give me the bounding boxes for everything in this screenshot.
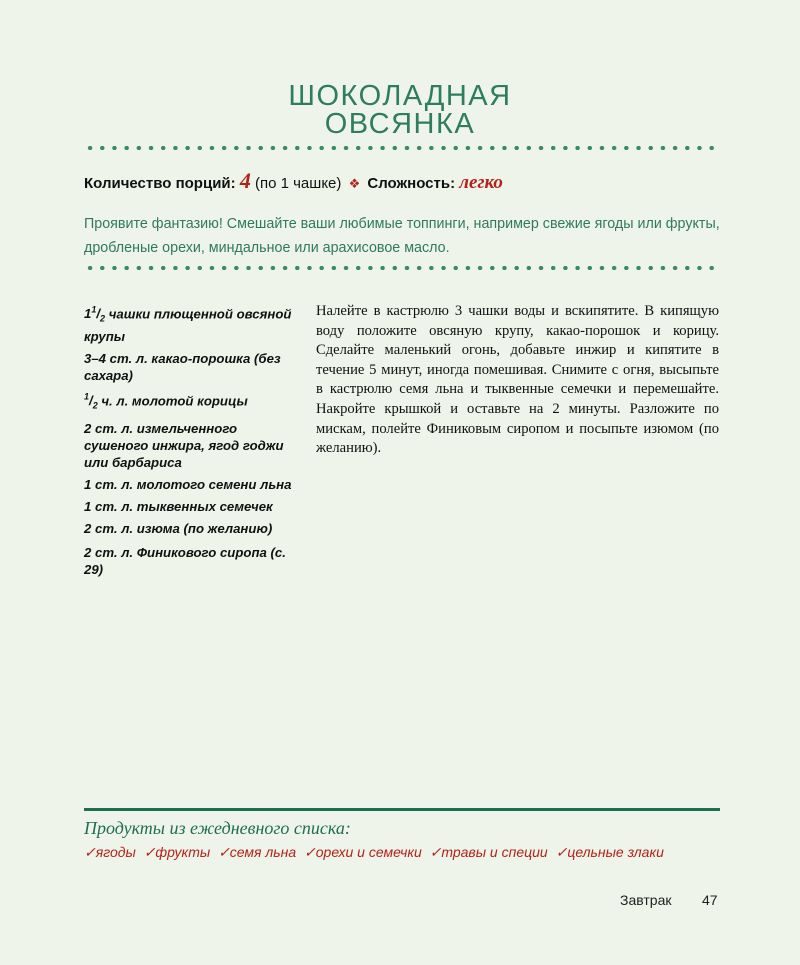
daily-list-item: ✓семя льна — [218, 844, 297, 860]
ingredient-item: 2 ст. л. Финикового сиропа (с. 29) — [84, 545, 286, 578]
ingredient-item: 3–4 ст. л. какао-порошка (без сахара) — [84, 351, 281, 384]
daily-list-item: ✓цельные злаки — [555, 844, 664, 860]
check-icon: ✓ — [429, 844, 442, 860]
daily-list-title: Продукты из ежедневного списка: — [84, 818, 351, 838]
daily-list-item: ✓орехи и семечки — [304, 844, 422, 860]
servings-note: (по 1 чашке) — [254, 175, 342, 192]
diamond-icon: ❖ — [348, 176, 361, 191]
ingredient-item: 1 ст. л. тыквенных семечек — [84, 499, 273, 515]
daily-list-item: ✓фрукты — [143, 844, 211, 860]
ingredient-item: 2 ст. л. измельченного сушеного инжира, ягод годжи или барбариса — [84, 421, 284, 471]
ingredient-item: $^1/_2$ ч. л. молотой корицы — [84, 392, 248, 412]
check-icon: ✓ — [555, 844, 568, 860]
difficulty-label: Сложность — [367, 175, 451, 192]
difficulty-value: легко — [459, 172, 503, 193]
check-icon: ✓ — [218, 844, 230, 860]
daily-list-item: ✓травы и специи — [429, 844, 548, 860]
recipe-directions: Налейте в кастрюлю 3 чашки воды и вскипятите. В кипящую воду положите овсяную крупу, какао-порошок и корицу. Сделайте маленький огонь, добавьте инжир и кипятите в течение 5 минут, иногда помешивая. Снимите с огня, высыпьте в кастрюлю семя льна и тыквенные семечки и перемешайте. Накройте крышкой и оставьте на 2 минуты. Разложите по мискам, полейте Финиковым сиропом и посыпьте изюмом (по желанию). — [316, 303, 719, 457]
daily-list-item: ✓ягоды — [84, 844, 136, 860]
recipe-intro: Проявите фантазию! Смешайте ваши любимые топпинги, например свежие ягоды или фрукты, дробленые орехи, миндальное или арахисовое масло. — [84, 216, 720, 256]
ingredients-list — [84, 302, 304, 583]
servings-label: Количество порций — [84, 175, 231, 192]
dotted-divider-top — [84, 146, 720, 150]
dotted-divider-bottom — [84, 266, 720, 270]
ingredient-item: 2 ст. л. изюма (по желанию) — [84, 521, 273, 537]
recipe-title-line-1: ШОКОЛАДНАЯ — [288, 80, 512, 112]
page-number: 47 — [702, 892, 718, 908]
check-icon: ✓ — [84, 844, 96, 860]
daily-list — [84, 844, 724, 861]
servings-value: 4 — [239, 168, 251, 193]
footer-section-name: Завтрак — [620, 892, 672, 908]
ingredient-item: $1^1/_2$ чашки плющенной овсяной крупы — [84, 305, 292, 345]
recipe-title-line-2: ОВСЯНКА — [324, 108, 476, 140]
section-rule — [84, 808, 720, 811]
ingredient-item: 1 ст. л. молотого семени льна — [84, 477, 292, 493]
check-icon: ✓ — [304, 844, 316, 860]
recipe-meta: Количество порций: 4 (по 1 чашке) ❖ Сложность: легко — [84, 168, 503, 193]
check-icon: ✓ — [143, 844, 156, 860]
